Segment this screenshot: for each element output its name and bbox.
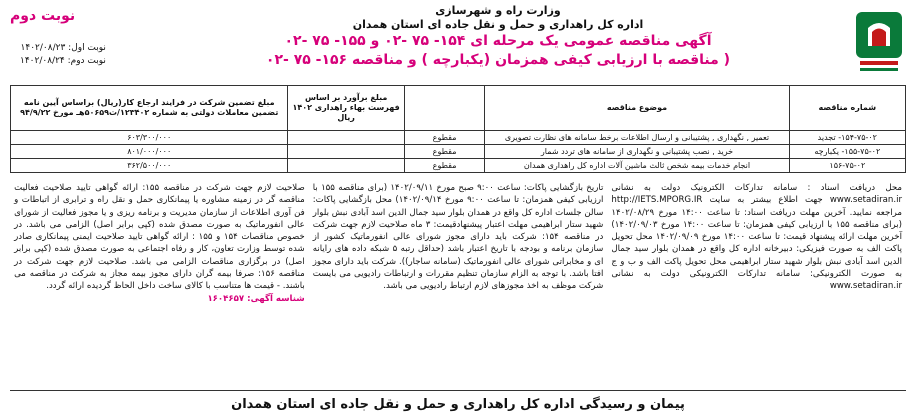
- row-subject: خرید , نصب پشتیبانی و نگهداری از سامانه های تردد شمار: [485, 145, 789, 159]
- ministry-logo: [850, 6, 908, 78]
- row-number: ۱۵۴-۷۵-۰۲- تجدید: [789, 131, 905, 145]
- table-row: [11, 159, 906, 173]
- row-number: ۱۵۶-۷۵-۰۲: [789, 159, 905, 173]
- body-text-middle: تاریخ بازگشایی پاکات: ساعت ۹:۰۰ صبح مورخ ۱۴۰۲/۰۹/۱۱ (برای مناقصه ۱۵۵ با ارزیابی کیفی همزمان: تا ساعت ۹:۰۰ مورخ ۱۴۰۲/۰۹/۱۴) محل بازگشایی پاکات: سالن جلسات اداره کل واقع در همدان بلوار سید جمال الدین اسد آبادی نبش بلوار شهید ستار ابراهیمی مهلت اعتبار پیشنهادقیمت: ۳ ماه صلاحیت لازم جهت شرکت در مناقصه ۱۵۴: شرکت باید دارای مجوز شورای عالی انفورماتیک کشور از سازمان برنامه و بودجه با تاریخ اعتبار باشد (حداقل رتبه ۵ شبکه داده های رایانه ای و مخابراتی شورای عالی انفورماتیک (سامانه ساجار)). شرکت باید دارای مجوز افتا باشد. با توجه به الزام سازمان تنظیم مقررات و ارتباطات رادیویی می بایست شرکت موظف به اخذ مجوزهای لازم ارتباط رادیویی می باشد.: [312, 183, 604, 292]
- footer-signature: پیمان و رسیدگی اداره کل راهداری و حمل و نقل جاده ای استان همدان: [10, 390, 906, 412]
- ministry-name: وزارت راه و شهرسازی: [435, 4, 561, 17]
- row-estimate: [288, 131, 404, 145]
- header-tender-number: شماره مناقصه: [789, 86, 905, 131]
- table-header-row: [11, 86, 906, 131]
- row-number: ۱۵۵-۷۵-۰۲- یکبارچه: [789, 145, 905, 159]
- date-second: نوبت دوم: ۱۴۰۲/۰۸/۲۴: [20, 56, 106, 66]
- body-text-left: صلاحیت لازم جهت شرکت در مناقصه ۱۵۵: ارائه گواهی تایید صلاحیت فعالیت مناقصه گر در زمینه مشاوره یا پیمانکاری حمل و نقل راه و ترابری از اتباطات و فن آوری اطلاعات از سازمان مدیریت و برنامه ریزی و یا مجوز فعالیت از شورای عالی انفورماتیک به صورت مصدق شده (کپی برابر اصل) الزامی می باشد. در خصوص مناقصات ۱۵۴ و ۱۵۵ : ارائه گواهی تایید صلاحیت ایمنی پیمانکاری صادر شده توسط وزارت تعاون، کار و رفاه اجتماعی به صورت مصدق شده (کپی برابر اصل) در برگزاری مناقصات الزامی می باشد. صلاحیت لازم جهت شرکت در مناقصه ۱۵۶: صرفا بیمه گران دارای مجوز بیمه مجاز به شرکت در مناقصه می باشند. - قیمت ها متناسب با کالای ساخت داخل الحاظ گردیده ارائه گردد.: [14, 183, 305, 292]
- body-column-right: [607, 182, 906, 374]
- header-type: [404, 86, 485, 131]
- table-row: [11, 131, 906, 145]
- nobat-label: نوبت دوم: [10, 8, 76, 24]
- announcement-body: [10, 182, 906, 374]
- tender-table: [10, 85, 906, 173]
- announcement-id: شناسه آگهی: ۱۶۰۴۶۵۷: [207, 293, 305, 304]
- row-type: مقطوع: [404, 145, 485, 159]
- header-guarantee: مبلغ تضمین شرکت در فرایند ارجاع کار(ریال) براساس آیین نامه تضمین معاملات دولتی به شماره ۱۲۳۴۰۲/ت۵۰۶۵۹هـ مورخ ۹۴/۹/۲۲: [11, 86, 288, 131]
- row-amount: ۸۰۱/۰۰۰/۰۰۰: [11, 145, 288, 159]
- header-subject: موضوع مناقصه: [485, 86, 789, 131]
- table-row: [11, 145, 906, 159]
- title-line-1: آگهی مناقصه عمومی یک مرحله ای ۱۵۴- ۷۵ -۰۲ و ۱۵۵- ۷۵ -۰۲: [284, 33, 712, 49]
- publish-dates: [20, 42, 106, 68]
- row-amount: ۶۰۳/۳۰۰/۰۰۰: [11, 131, 288, 145]
- row-amount: ۳۶۲/۵۰۰/۰۰۰: [11, 159, 288, 173]
- row-subject: انجام خدمات بیمه شخص ثالث ماشین آلات اداره کل راهداری همدان: [485, 159, 789, 173]
- row-type: مقطوع: [404, 131, 485, 145]
- body-column-left: [10, 182, 309, 374]
- title-line-2: ( مناقصه با ارزیابی کیفی همزمان (یکبارچه ) و مناقصه ۱۵۶- ۷۵ -۰۲: [265, 52, 731, 68]
- date-first: نوبت اول: ۱۴۰۲/۰۸/۲۳: [20, 43, 106, 53]
- row-subject: تعمیر , نگهداری , پشتیبانی و ارسال اطلاعات برخط سامانه های نظارت تصویری: [485, 131, 789, 145]
- body-column-middle: [309, 182, 608, 374]
- body-text-right: محل دریافت اسناد : سامانه تدارکات الکترونیک دولت به نشانی www.setadiran.ir جهت اطلاع بیشتر به سایت http://IETS.MPORG.IR مراجعه نمایید. آخرین مهلت دریافت اسناد: تا ساعت ۱۴:۰۰ مورخ ۱۴۰۲/۰۸/۲۹ (برای مناقصه ۱۵۵ با ارزیابی کیفی همزمان: تا ساعت ۱۴:۰۰ مورخ ۱۴۰۲/۰۹/۰۳) آخرین مهلت ارائه پیشنهاد قیمت: تا ساعت ۱۴:۰۰ مورخ ۱۴۰۲/۰۹/۰۹ محل تحویل پاکت الف به صورت فیزیکی: دبیرخانه اداره کل واقع در همدان بلوار سید جمال الدین اسد آبادی نبش بلوار شهید ستار ابراهیمی محل تحویل پاکت الف و ب و ج به صورت الکترونیکی: سامانه تدارکات الکترونیکی دولت به نشانی www.setadiran.ir: [611, 183, 902, 292]
- row-estimate: [288, 145, 404, 159]
- row-estimate: [288, 159, 404, 173]
- header: [150, 4, 846, 70]
- row-type: مقطوع: [404, 159, 485, 173]
- header-estimate: مبلغ برآورد بر اساس فهرست بهاء راهداری ۱۴۰۲ ریال: [288, 86, 404, 131]
- department-name: اداره کل راهداری و حمل و نقل جاده ای استان همدان: [352, 18, 644, 31]
